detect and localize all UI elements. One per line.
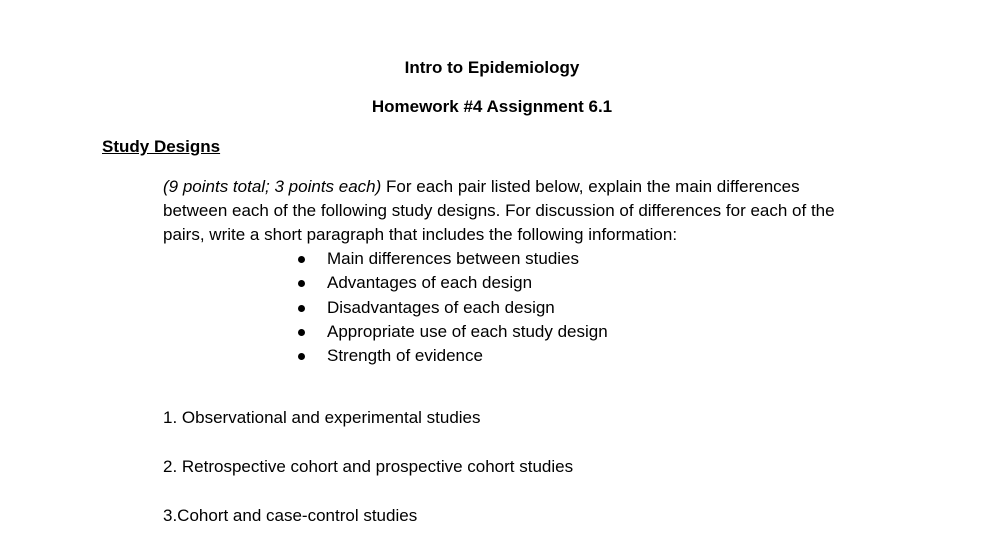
bullet-icon (298, 280, 305, 287)
section-heading: Study Designs (102, 137, 221, 156)
course-title: Intro to Epidemiology (404, 58, 580, 77)
list-item (296, 271, 608, 295)
list-item (296, 296, 608, 320)
list-item-text: Advantages of each design (327, 273, 533, 293)
list-item (296, 320, 608, 344)
bullet-icon (298, 329, 305, 336)
list-item-text: Strength of evidence (327, 346, 483, 366)
bullet-icon (298, 256, 305, 263)
list-item-text: Main differences between studies (327, 249, 580, 268)
bullet-icon (298, 305, 305, 312)
question-2: 2. Retrospective cohort and prospective cohort studies (163, 457, 574, 476)
list-item (296, 247, 608, 271)
bullet-icon (298, 353, 305, 360)
assignment-title: Homework #4 Assignment 6.1 (371, 97, 613, 116)
question-3: 3.Cohort and case-control studies (163, 506, 418, 525)
question-1: 1. Observational and experimental studies (163, 408, 481, 427)
list-item-text: Disadvantages of each design (327, 297, 555, 317)
list-item (296, 344, 608, 368)
list-item-text: Appropriate use of each study design (327, 321, 608, 341)
instructions-paragraph (163, 175, 863, 247)
requirements-list (296, 247, 608, 368)
points-note: (9 points total; 3 points each) (163, 177, 382, 196)
instructions-text: For each pair listed below, explain the main differences between each of the following study designs. For discussion of differences for each of the pairs, write a short paragraph that includes the following information: (163, 177, 835, 244)
